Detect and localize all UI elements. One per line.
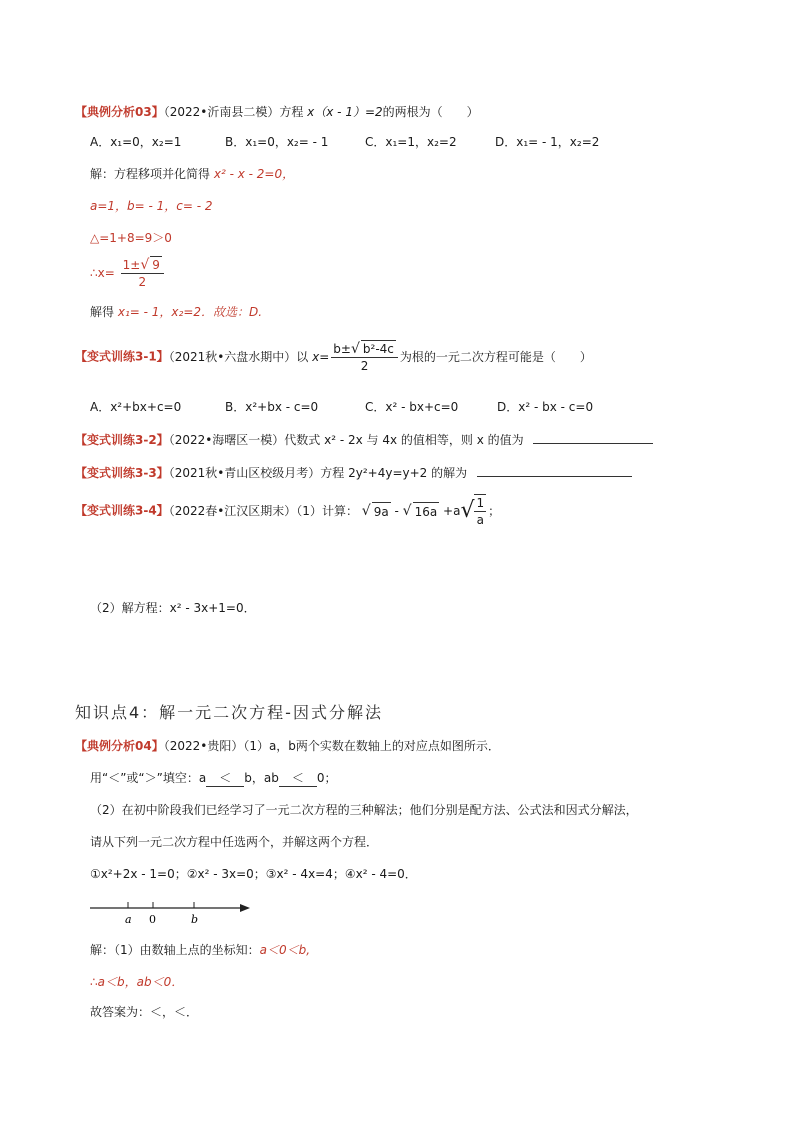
- numerator-text: 1±: [122, 258, 141, 272]
- fill-prompt-start: 用“＜”或“＞”填空：a: [90, 771, 207, 785]
- solution-x-equals: ∴x=: [90, 266, 115, 280]
- label-b: b: [191, 913, 199, 926]
- fraction-denominator: 2: [360, 359, 369, 373]
- example-03-source: （2022•沂南县二模）方程: [163, 105, 304, 119]
- example-03-option-a: A．x₁=0，x₂=1: [90, 135, 182, 149]
- variant-3-4-prompt: [75, 494, 500, 528]
- example-03-prompt: [75, 104, 479, 120]
- section-title: 知识点4：解一元二次方程-因式分解法: [75, 703, 383, 722]
- arrow-right-icon: [240, 904, 250, 912]
- variant-3-4-part-2: （2）解方程：x² - 3x+1=0．: [90, 601, 256, 615]
- variant-3-1-tail: 为根的一元二次方程可能是（ ）: [399, 350, 592, 364]
- solution-inequality: a＜0＜b,: [259, 943, 311, 957]
- example-03-tag: 【典例分析03】: [75, 105, 164, 119]
- variant-3-1-source: （2021秋•六盘水期中）以: [168, 350, 309, 364]
- sqrt-icon: √: [350, 341, 360, 357]
- variant-3-1-option-a: A．x²+bx+c=0: [90, 400, 182, 414]
- semicolon: ；: [488, 504, 501, 518]
- root-formula-fraction: [121, 256, 164, 290]
- example-03-option-c: C．x₁=1，x₂=2: [365, 135, 457, 149]
- solution-lead: 解：方程移项并化简得: [90, 167, 211, 181]
- fraction-numerator: 1: [476, 496, 485, 510]
- radicand-9a: 9a: [372, 502, 391, 521]
- radicand-16a: 16a: [413, 502, 440, 521]
- label-a: a: [125, 913, 132, 926]
- radicand: b²-4c: [362, 342, 394, 356]
- example-04-line-5: ①x²+2x - 1=0；②x² - 3x=0；③x² - 4x=4；④x² - 4=0．: [90, 867, 417, 881]
- variant-3-1-fraction: [331, 340, 398, 374]
- solution-lead: 解：（1）由数轴上点的坐标知：: [90, 943, 260, 957]
- therefore-symbol: ∴: [90, 975, 98, 989]
- variant-3-1-x: x=: [312, 350, 330, 364]
- variant-3-3-answer-blank[interactable]: [477, 464, 632, 477]
- example-04-line-3: （2）在初中阶段我们已经学习了一元二次方程的三种解法；他们分别是配方法、公式法和因式分解法，: [90, 803, 638, 817]
- example-03-solution-step-4: [90, 256, 166, 290]
- variant-3-3-text: （2021秋•青山区校级月考）方程 2y²+4y=y+2 的解为: [168, 466, 468, 480]
- variant-3-1-option-d: D．x² - bx - c=0: [497, 400, 594, 414]
- sqrt-icon: √: [402, 503, 412, 519]
- solution-equation: x² - x - 2=0，: [213, 167, 295, 181]
- example-04-tag: 【典例分析04】: [75, 739, 164, 753]
- minus-sign: -: [390, 504, 403, 518]
- numerator-text: b±: [333, 342, 351, 356]
- example-04-line-1: （2022•贵阳）（1）a，b两个实数在数轴上的对应点如图所示．: [163, 739, 500, 753]
- variant-3-1-prompt: [75, 340, 592, 374]
- example-03-solution-step-3: △=1+8=9＞0: [90, 231, 172, 245]
- fraction-denominator: 2: [138, 275, 147, 289]
- sqrt-icon: √: [460, 498, 475, 523]
- example-03-tail: 的两根为（ ）: [382, 105, 479, 119]
- solution-lead: 解得: [90, 305, 115, 319]
- fill-blank-1: ＜: [206, 770, 244, 787]
- example-04-solution-step-2: [90, 974, 183, 990]
- solution-result: a＜b，ab＜0．: [97, 975, 184, 989]
- example-04-line-4: 请从下列一元二次方程中任选两个，并解这两个方程．: [90, 835, 379, 849]
- sqrt-icon: √: [361, 503, 371, 519]
- solution-answer: D.: [249, 305, 263, 319]
- fill-blank-2: ＜: [279, 770, 317, 787]
- plus-a: +a: [439, 504, 461, 518]
- variant-3-3-tag: 【变式训练3-3】: [75, 466, 169, 480]
- fill-prompt-end: 0；: [316, 771, 337, 785]
- radicand: 9: [152, 258, 160, 272]
- example-03-equation: x（x - 1）=2: [307, 105, 383, 119]
- variant-3-2-answer-blank[interactable]: [533, 431, 653, 444]
- solution-roots: x₁= - 1，x₂=2．故选：: [117, 305, 250, 319]
- example-04-prompt: [75, 738, 500, 754]
- variant-3-2-tag: 【变式训练3-2】: [75, 433, 169, 447]
- variant-3-3-prompt: [75, 464, 632, 481]
- variant-3-2-text: （2022•海曙区一模）代数式 x² - 2x 与 4x 的值相等，则 x 的值为: [168, 433, 524, 447]
- variant-3-4-text: （2022春•江汉区期末）（1）计算：: [168, 504, 358, 518]
- example-04-solution-step-1: [90, 942, 310, 958]
- variant-3-1-option-c: C．x² - bx+c=0: [365, 400, 459, 414]
- example-03-solution-step-5: [90, 304, 262, 320]
- fraction-numerator: [121, 256, 164, 274]
- variant-3-1-option-b: B．x²+bx - c=0: [225, 400, 319, 414]
- example-03-solution-step-2: a=1，b= - 1，c= - 2: [90, 199, 213, 213]
- variant-3-4-tag: 【变式训练3-4】: [75, 503, 169, 518]
- example-04-solution-step-3: 故答案为：＜，＜．: [90, 1005, 199, 1019]
- variant-3-1-tag: 【变式训练3-1】: [75, 349, 169, 364]
- number-line-figure: [88, 896, 258, 930]
- sqrt-fraction: [474, 494, 486, 528]
- fraction-denominator: a: [476, 513, 484, 527]
- sqrt-icon: √: [140, 257, 150, 273]
- variant-3-2-prompt: [75, 431, 653, 448]
- label-zero: 0: [149, 913, 156, 926]
- example-04-line-2: [90, 770, 336, 787]
- fraction-numerator: [331, 340, 398, 358]
- example-03-solution-step-1: [90, 166, 294, 182]
- example-03-option-b: B．x₁=0，x₂= - 1: [225, 135, 329, 149]
- example-03-option-d: D．x₁= - 1，x₂=2: [495, 135, 600, 149]
- fill-prompt-middle: b，ab: [244, 771, 279, 785]
